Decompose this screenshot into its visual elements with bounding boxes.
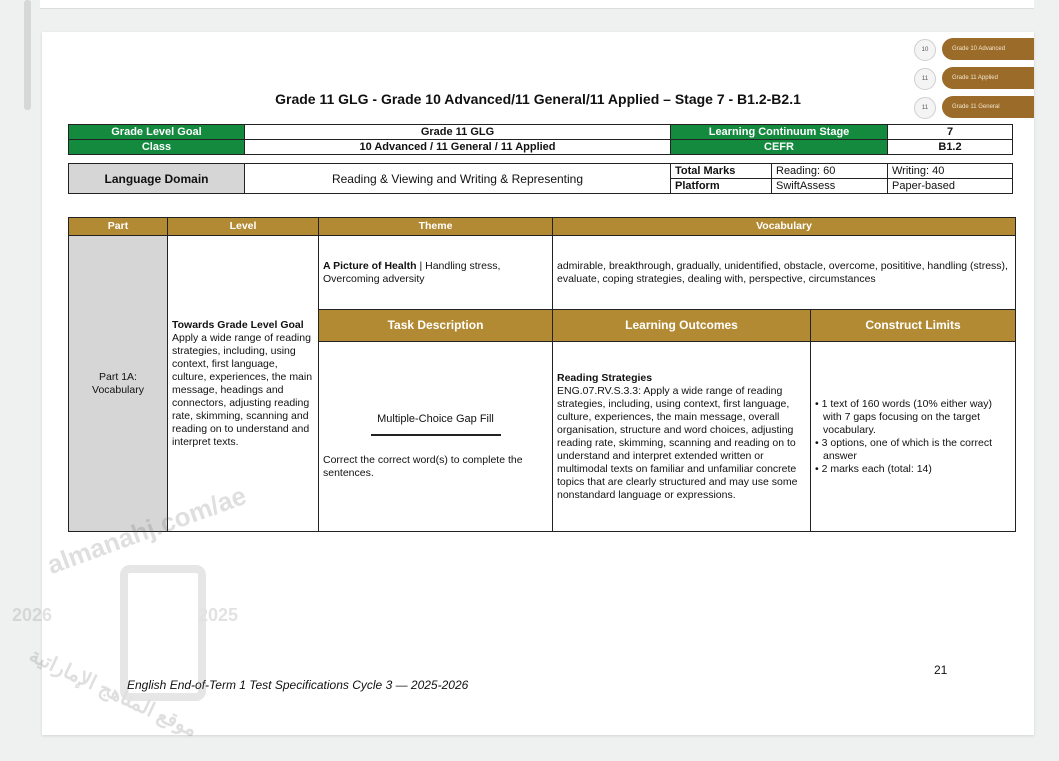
vocabulary-cell: admirable, breakthrough, gradually, unidentified, obstacle, overcome, posititive, handling (stress), evaluate, coping strategies, dealing with, perspective, circumstances bbox=[553, 236, 1016, 310]
watermark-year-left: 2026 bbox=[12, 605, 53, 625]
scrollbar[interactable] bbox=[24, 0, 31, 110]
lcs-value: 7 bbox=[888, 125, 1013, 140]
document-page bbox=[42, 32, 1034, 735]
tab-grade-11-applied[interactable] bbox=[914, 67, 1034, 91]
writing-marks: Writing: 40 bbox=[888, 164, 1013, 179]
domain-info-table bbox=[68, 163, 1013, 194]
page-title: Grade 11 GLG - Grade 10 Advanced/11 General/11 Applied – Stage 7 - B1.2-B2.1 bbox=[275, 91, 801, 107]
outcome-title: Reading Strategies bbox=[557, 371, 653, 384]
grade-tabs bbox=[914, 38, 1034, 125]
platform-label: Platform bbox=[671, 179, 772, 194]
construct-limits-list bbox=[815, 398, 1011, 476]
header-theme: Theme bbox=[319, 218, 553, 236]
page-footer: English End-of-Term 1 Test Specifications Cycle 3 — 2025-2026 bbox=[127, 678, 469, 692]
reading-marks: Reading: 60 bbox=[772, 164, 888, 179]
task-title: Multiple-Choice Gap Fill bbox=[377, 413, 494, 425]
task-cell bbox=[319, 342, 553, 532]
tab-grade-10-advanced[interactable] bbox=[914, 38, 1034, 62]
theme-cell bbox=[319, 236, 553, 310]
theme-separator: | bbox=[416, 259, 426, 272]
list-item: • 3 options, one of which is the correct answer bbox=[815, 436, 993, 462]
glg-label: Grade Level Goal bbox=[69, 125, 245, 140]
lcs-label: Learning Continuum Stage bbox=[671, 125, 888, 140]
class-label: Class bbox=[69, 140, 245, 155]
class-value: 10 Advanced / 11 General / 11 Applied bbox=[245, 140, 671, 155]
tab-label: Grade 11 Applied bbox=[942, 67, 1034, 89]
specification-table bbox=[68, 217, 1016, 532]
platform-value: SwiftAssess bbox=[772, 179, 888, 194]
header-learning-outcomes: Learning Outcomes bbox=[553, 310, 811, 342]
tab-label: Grade 11 General bbox=[942, 96, 1034, 118]
task-text: Correct the correct word(s) to complete the sentences. bbox=[323, 454, 523, 479]
header-task-description: Task Description bbox=[319, 310, 553, 342]
total-marks-label: Total Marks bbox=[671, 164, 772, 179]
cefr-value: B1.2 bbox=[888, 140, 1013, 155]
tab-number: 11 bbox=[914, 68, 936, 90]
previous-page-edge bbox=[40, 0, 1034, 9]
glg-value: Grade 11 GLG bbox=[245, 125, 671, 140]
level-cell bbox=[168, 236, 319, 532]
header-level: Level bbox=[168, 218, 319, 236]
outcome-text: ENG.07.RV.S.3.3: Apply a wide range of reading strategies, including, using context, first language, culture, experiences, the main message, overall organisation, structure and word choices, adjusting reading rate, skimming, scanning and reading on to understand and interpret extended written or multimodal texts on familiar and unfamiliar concrete topics that are clearly structured and may use some nonstandard language or expressions. bbox=[557, 384, 798, 501]
list-item: • 2 marks each (total: 14) bbox=[815, 462, 932, 475]
header-part: Part bbox=[69, 218, 168, 236]
platform-format: Paper-based bbox=[888, 179, 1013, 194]
outcomes-cell bbox=[553, 342, 811, 532]
theme-text: Handling stress, Overcoming adversity bbox=[323, 259, 501, 285]
part-cell: Part 1A: Vocabulary bbox=[69, 236, 168, 532]
task-divider bbox=[371, 434, 501, 436]
level-text: Apply a wide range of reading strategies, including, using context, first language, culture, experiences, the main message, headings and connectors, adjusting reading rate, skimming, scanning and reading on to understand and interpret texts. bbox=[172, 331, 313, 448]
header-vocabulary: Vocabulary bbox=[553, 218, 1016, 236]
domain-label: Language Domain bbox=[69, 164, 245, 194]
level-title: Towards Grade Level Goal bbox=[172, 318, 304, 331]
tab-label: Grade 10 Advanced bbox=[942, 38, 1034, 60]
tab-number: 10 bbox=[914, 39, 936, 61]
list-item: • 1 text of 160 words (10% either way) with 7 gaps focusing on the target vocabulary. bbox=[815, 397, 993, 436]
tab-number: 11 bbox=[914, 97, 936, 119]
header-construct-limits: Construct Limits bbox=[811, 310, 1016, 342]
construct-limits-cell bbox=[811, 342, 1016, 532]
cefr-label: CEFR bbox=[671, 140, 888, 155]
theme-title: A Picture of Health bbox=[323, 259, 417, 272]
page-number: 21 bbox=[934, 663, 948, 677]
grade-info-table bbox=[68, 124, 1013, 155]
domain-value: Reading & Viewing and Writing & Representing bbox=[245, 164, 671, 194]
